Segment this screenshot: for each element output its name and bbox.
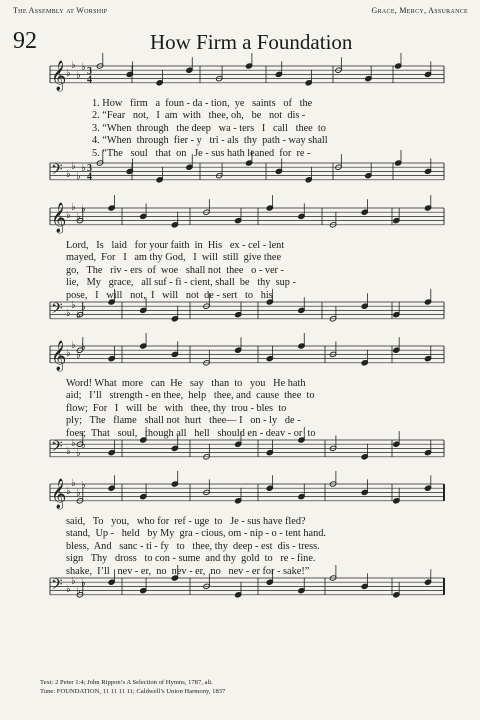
lyric-line: foes; That soul, though all hell should en - deav - or to xyxy=(66,427,316,439)
flat-icon: ♭ xyxy=(81,62,86,73)
flat-icon: ♭ xyxy=(76,171,81,182)
flat-icon: ♭ xyxy=(76,586,81,597)
flat-icon: ♭ xyxy=(66,210,71,221)
text-credit: Text: 2 Peter 1:4; John Rippon’s A Selection of Hymns, 1787, alt. xyxy=(40,679,213,686)
lyric-line: go, The riv - ers of woe shall not thee o - ver - xyxy=(66,264,284,276)
flat-icon: ♭ xyxy=(66,584,71,595)
lyric-line: flow; For I will be with thee, thy trou - bles to xyxy=(66,402,287,414)
flat-icon: ♭ xyxy=(81,578,86,589)
flat-icon: ♭ xyxy=(66,68,71,79)
page-header-left: The Assembly at Worship xyxy=(13,6,108,15)
flat-icon: ♭ xyxy=(81,163,86,174)
lyric-line: shake, I’ll nev - er, no nev - er, no nev - er for - sake!” xyxy=(66,565,310,577)
flat-icon: ♭ xyxy=(71,161,76,172)
flat-icon: ♭ xyxy=(71,478,76,489)
page-header-right: Grace, Mercy, Assurance xyxy=(371,6,468,15)
lyric-line: aid; I’ll strength - en thee, help thee, and cause thee to xyxy=(66,390,315,402)
lyric-line: ply; The flame shall not hurt thee— I on - ly de - xyxy=(66,415,301,427)
lyric-line: 4. “When through fier - y tri - als thy path - way shall xyxy=(92,135,328,147)
treble-clef-icon: 𝄞 xyxy=(51,341,67,370)
lyric-line: said, To you, who for ref - uge to Je - sus have fled? xyxy=(66,516,306,527)
flat-icon: ♭ xyxy=(76,488,81,499)
lyric-line: 2. “Fear not, I am with thee, oh, be not dis - xyxy=(92,110,306,122)
flat-icon: ♭ xyxy=(76,212,81,223)
flat-icon: ♭ xyxy=(66,486,71,497)
treble-clef-icon: 𝄞 xyxy=(51,479,67,508)
flat-icon: ♭ xyxy=(81,204,86,215)
time-signature-bottom: 4 xyxy=(87,74,92,86)
bass-clef-icon: 𝄢 xyxy=(51,576,63,596)
flat-icon: ♭ xyxy=(66,169,71,180)
bass-clef-icon: 𝄢 xyxy=(51,161,63,181)
time-signature-bottom: 4 xyxy=(87,171,92,183)
flat-icon: ♭ xyxy=(81,440,86,451)
flat-icon: ♭ xyxy=(81,302,86,313)
lyric-line: lie, My grace, all suf - fi - cient, shall be thy sup - xyxy=(66,277,296,289)
hymn-number: 92 xyxy=(13,28,37,54)
lyric-line: 3. “When through the deep wa - ters I call thee to xyxy=(92,122,326,134)
credits-block xyxy=(40,678,225,696)
bass-clef-icon: 𝄢 xyxy=(51,438,63,458)
flat-icon: ♭ xyxy=(76,310,81,321)
flat-icon: ♭ xyxy=(71,300,76,311)
flat-icon: ♭ xyxy=(76,448,81,459)
hymn-title: How Firm a Foundation xyxy=(150,30,353,54)
flat-icon: ♭ xyxy=(66,348,71,359)
lyric-line: mayed, For I am thy God, I will still give thee xyxy=(66,252,282,264)
time-signature-top: 3 xyxy=(87,163,92,174)
flat-icon: ♭ xyxy=(71,576,76,587)
lyric-line: pose, I will not, I will not de - sert to his xyxy=(66,289,273,301)
flat-icon: ♭ xyxy=(71,202,76,213)
lyric-line: 5. “The soul that on Je - sus hath leaned for re - xyxy=(92,147,311,159)
flat-icon: ♭ xyxy=(76,70,81,81)
bass-clef-icon: 𝄢 xyxy=(51,300,63,320)
lyric-line: sign Thy dross to con - sume and thy gold to re - fine. xyxy=(66,553,316,565)
time-signature-top: 3 xyxy=(87,66,92,77)
flat-icon: ♭ xyxy=(71,340,76,351)
flat-icon: ♭ xyxy=(66,308,71,319)
lyric-line: bless, And sanc - ti - fy to thee, thy deep - est dis - tress. xyxy=(66,540,320,552)
lyric-line: 1. How firm a foun - da - tion, ye saints of the xyxy=(92,98,313,109)
treble-clef-icon: 𝄞 xyxy=(51,61,67,90)
flat-icon: ♭ xyxy=(76,350,81,361)
lyric-line: stand, Up - held by My gra - cious, om - nip - o - tent hand. xyxy=(66,528,326,540)
treble-clef-icon: 𝄞 xyxy=(51,203,67,232)
lyric-line: Lord, Is laid for your faith in His ex - cel - lent xyxy=(66,240,285,251)
lyric-line: Word! What more can He say than to you He hath xyxy=(66,378,306,389)
flat-icon: ♭ xyxy=(71,438,76,449)
flat-icon: ♭ xyxy=(71,60,76,71)
flat-icon: ♭ xyxy=(81,480,86,491)
flat-icon: ♭ xyxy=(66,446,71,457)
tune-credit: Tune: FOUNDATION, 11 11 11 11; Caldwell’s Union Harmony, 1837 xyxy=(40,688,226,695)
flat-icon: ♭ xyxy=(81,342,86,353)
